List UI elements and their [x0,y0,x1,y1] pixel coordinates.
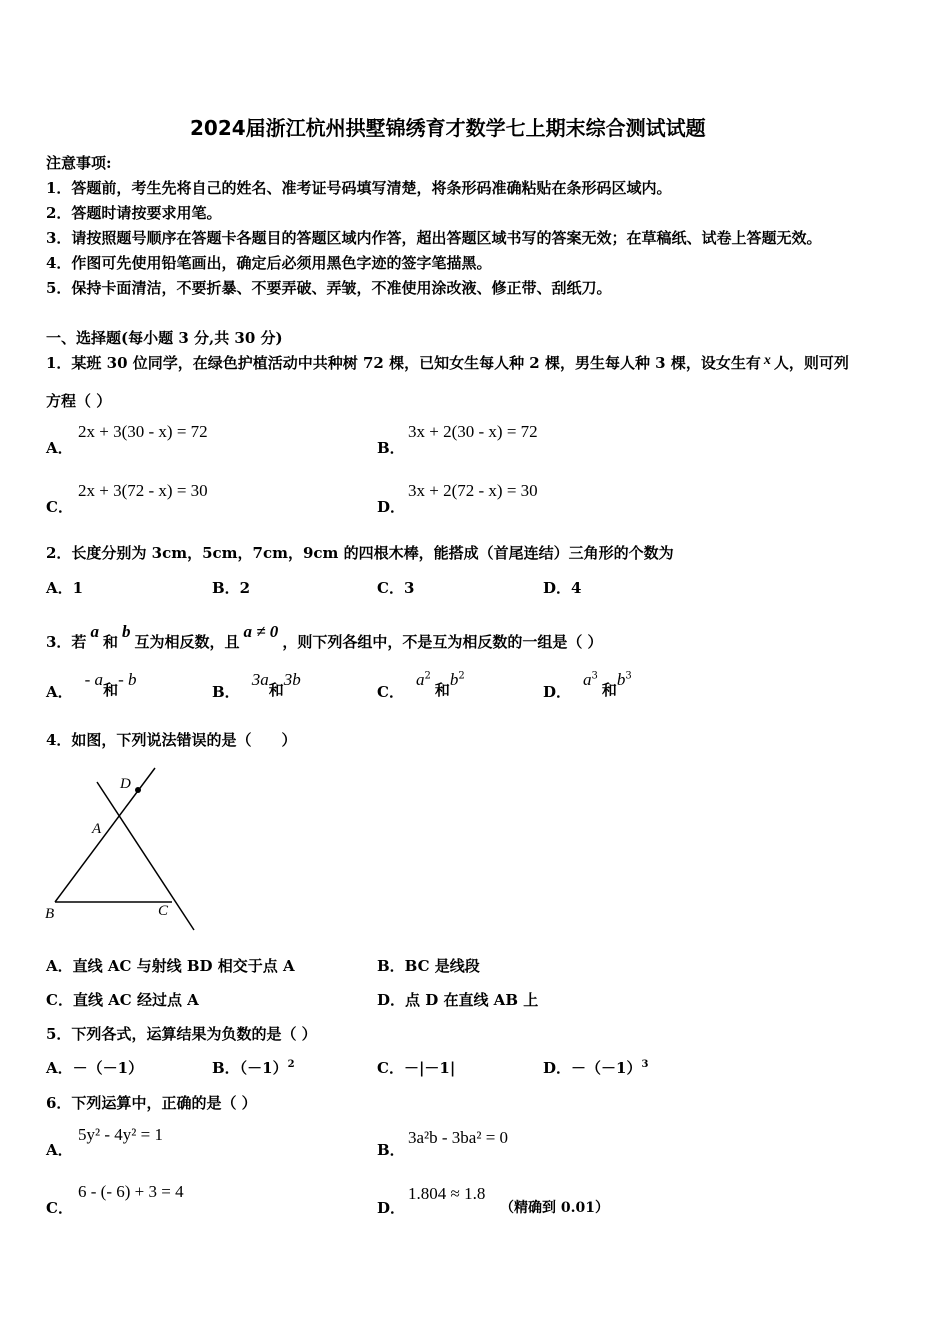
line-ac [97,782,194,930]
q3-c2-sup: 2 [458,670,465,682]
q4-stem: 4．如图，下列说法错误的是（ ） [46,731,297,749]
q1-option-a-label: A． [46,439,73,457]
q2-option-a: A．1 [46,579,84,597]
q1-stem-cont: 方程（ ） [46,392,112,410]
q3-option-c [377,670,465,702]
q1-stem [46,352,849,373]
q3-c1: a [415,670,425,689]
q6-option-d-label: D． [377,1199,406,1217]
q1-option-c-label: C． [46,498,73,516]
q1-stem-text: 1．某班 30 位同学，在绿色护植活动中共种树 72 棵，已知女生每人种 2 棵，男生每人种 3 棵，设女生有 [46,354,761,372]
notice-item: 5．保持卡面清洁，不要折暴、不要弄破、弄皱，不准使用涂改液、修正带、刮纸刀。 [46,279,612,297]
q3-a-and: 和 [103,681,119,699]
q3-var-a: a [90,622,99,641]
q4-option-a: A．直线 AC 与射线 BD 相交于点 A [46,957,295,975]
q4-option-b: B．BC 是线段 [377,957,480,975]
q1-option-b-label: B． [377,439,405,457]
q2-option-d: D．4 [543,579,582,597]
q1-var: x [763,353,771,368]
q3-option-d [543,670,632,702]
notice-item: 4．作图可先使用铅笔画出，确定后必须用黑色字迹的签字笔描黑。 [46,254,492,272]
q3-c2: b [449,670,459,689]
q4-figure [40,762,210,937]
q5-option-d-text: D．－（－1） [543,1059,642,1077]
notice-item: 1．答题前，考生先将自己的姓名、准考证号码填写清楚，将条形码准确粘贴在条形码区域内。 [46,179,672,197]
q3-c-and: 和 [434,681,450,699]
q1-option-d-label: D． [377,498,406,516]
q6-option-c: 6 - (- 6) + 3 = 4 [78,1182,184,1201]
page-title: 2024届浙江杭州拱墅锦绣育才数学七上期末综合测试试题 [190,116,706,140]
q3-stem-3: 互为相反数，且 [134,633,240,651]
q1-option-d: 3x + 2(72 - x) = 30 [408,481,538,500]
q1-option-b: 3x + 2(30 - x) = 72 [408,422,538,441]
q3-cond: a ≠ 0 [243,622,279,641]
q3-option-a-label: A． [46,683,73,701]
q3-stem [46,622,603,652]
q6-option-b: 3a²b - 3ba² = 0 [408,1128,509,1147]
q3-a2: - b [118,670,137,689]
q5-option-b-text: B．（－1） [212,1059,288,1077]
label-b: B [45,906,55,922]
notice-item: 3．请按照题号顺序在答题卡各题目的答题区域内作答，超出答题区域书写的答案无效；在草稿纸、试卷上答题无效。 [46,229,822,247]
q3-option-c-label: C． [377,683,404,701]
q5-option-b-sup: 2 [287,1059,295,1070]
q1-option-a: 2x + 3(30 - x) = 72 [78,422,208,441]
q2-option-b: B．2 [212,579,251,597]
q3-d1-sup: 3 [591,670,598,682]
q6-option-c-label: C． [46,1199,73,1217]
q3-c1-sup: 2 [424,670,431,682]
q3-option-d-label: D． [543,683,572,701]
q3-b1: 3a [251,670,269,689]
q2-option-c: C．3 [377,579,415,597]
q3-option-b-label: B． [212,683,240,701]
q5-stem: 5．下列各式，运算结果为负数的是（ ） [46,1025,317,1043]
q2-stem: 2．长度分别为 3cm，5cm，7cm，9cm 的四根木棒，能搭成（首尾连结）三角形的个数为 [46,544,674,562]
q5-option-d-sup: 3 [641,1059,649,1070]
q3-b2: 3b [283,670,301,689]
q5-option-b [212,1057,295,1078]
q6-option-d-note: （精确到 0.01） [500,1200,609,1216]
q6-option-a-label: A． [46,1141,73,1159]
q3-stem-1: 3．若 [46,633,87,651]
q3-stem-2: 和 [102,633,118,651]
q1-option-c: 2x + 3(72 - x) = 30 [78,481,208,500]
q3-d2: b [616,670,626,689]
q3-option-a [46,670,137,702]
q3-d-and: 和 [601,681,617,699]
q3-a1: - a [84,670,104,689]
q1-stem-text-b: 人，则可列 [773,354,849,372]
q6-stem: 6．下列运算中，正确的是（ ） [46,1094,257,1112]
q3-d1: a [583,670,592,689]
q6-option-b-label: B． [377,1141,405,1159]
notice-heading: 注意事项: [46,154,112,172]
label-c: C [158,903,169,919]
label-a: A [92,821,102,837]
q4-option-c: C．直线 AC 经过点 A [46,991,199,1009]
q5-option-d [543,1057,648,1078]
notice-item: 2．答题时请按要求用笔。 [46,204,222,222]
q3-option-b [212,670,301,702]
q4-option-d: D．点 D 在直线 AB 上 [377,991,539,1009]
q3-var-b: b [121,622,131,641]
q3-b-and: 和 [268,681,284,699]
q3-d2-sup: 3 [625,670,632,682]
q3-stem-4: ，则下列各组中，不是互为相反数的一组是（ ） [282,633,603,651]
section-heading: 一、选择题(每小题 3 分,共 30 分) [46,329,283,347]
label-d: D [120,776,131,792]
q5-option-a: A．－（－1） [46,1059,144,1077]
q6-option-d: 1.804 ≈ 1.8 [408,1184,486,1203]
q5-option-c: C．－|－1| [377,1059,456,1077]
q6-option-a: 5y² - 4y² = 1 [78,1125,163,1144]
point-d [135,787,141,793]
